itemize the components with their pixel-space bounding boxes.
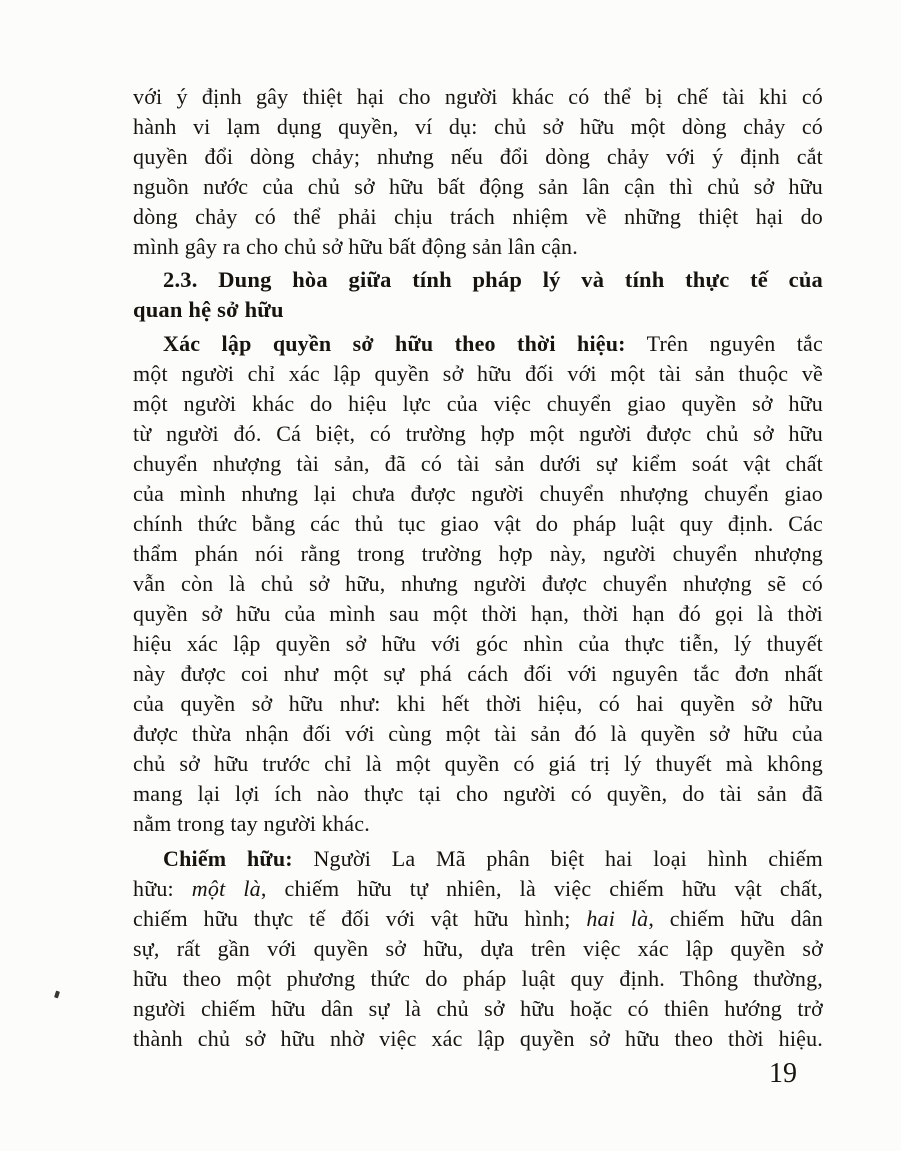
body-text: hữu theo một phương thức do pháp luật quy định. Thông thường, xyxy=(133,966,823,991)
paragraph-xac-lap-line xyxy=(133,509,823,539)
body-text: từ người đó. Cá biệt, có trường hợp một người được chủ sở hữu xyxy=(133,421,823,446)
paragraph-continuation-line xyxy=(133,202,823,232)
body-text: được thừa nhận đối với cùng một tài sản đó là quyền sở hữu của xyxy=(133,721,823,746)
paragraph-xac-lap-line xyxy=(133,809,823,839)
italic-text: hai là xyxy=(586,906,649,931)
paragraph-chiem-huu-line xyxy=(133,874,823,904)
body-text: người chiếm hữu dân sự là chủ sở hữu hoặc có thiên hướng trở xyxy=(133,996,823,1021)
paragraph-chiem-huu-line xyxy=(133,964,823,994)
body-text: mình gây ra cho chủ sở hữu bất động sản lân cận. xyxy=(133,234,578,259)
paragraph-chiem-huu-line xyxy=(133,844,823,874)
paragraph-xac-lap-line xyxy=(133,359,823,389)
body-text: chính thức bằng các thủ tục giao vật do pháp luật quy định. Các xyxy=(133,511,823,536)
body-text: , chiếm hữu tự nhiên, là việc chiếm hữu vật chất, xyxy=(260,876,824,901)
paragraph-xac-lap-line xyxy=(133,449,823,479)
paragraph-xac-lap-line xyxy=(133,539,823,569)
paragraph-xac-lap-line xyxy=(133,779,823,809)
paragraph-xac-lap-line xyxy=(133,629,823,659)
body-text: của mình nhưng lại chưa được người chuyển nhượng chuyển giao xyxy=(133,481,823,506)
body-text: hữu: xyxy=(133,876,192,901)
body-text: của quyền sở hữu như: khi hết thời hiệu, có hai quyền sở hữu xyxy=(133,691,823,716)
paragraph-continuation-line xyxy=(133,112,823,142)
paragraph-xac-lap-line xyxy=(133,659,823,689)
paragraph-xac-lap-line xyxy=(133,419,823,449)
paragraph-chiem-huu-line xyxy=(133,904,823,934)
body-text: một người chỉ xác lập quyền sở hữu đối với một tài sản thuộc về xyxy=(133,361,823,386)
body-text: nguồn nước của chủ sở hữu bất động sản lân cận thì chủ sở hữu xyxy=(133,174,823,199)
paragraph-chiem-huu-line xyxy=(133,934,823,964)
paragraph-continuation-line xyxy=(133,172,823,202)
body-text: chuyển nhượng tài sản, đã có tài sản dưới sự kiểm soát vật chất xyxy=(133,451,823,476)
body-text: nằm trong tay người khác. xyxy=(133,811,370,836)
body-text: thẩm phán nói rằng trong trường hợp này, người chuyển nhượng xyxy=(133,541,823,566)
paragraph-xac-lap-line xyxy=(133,329,823,359)
body-text: chiếm hữu thực tế đối với vật hữu hình; xyxy=(133,906,587,931)
body-text: một người khác do hiệu lực của việc chuyển giao quyền sở hữu xyxy=(133,391,823,416)
paragraph-continuation-line xyxy=(133,82,823,112)
paragraph-xac-lap-line xyxy=(133,479,823,509)
body-text: dòng chảy có thể phải chịu trách nhiệm về những thiệt hại do xyxy=(133,204,823,229)
paragraph-xac-lap-line xyxy=(133,689,823,719)
paragraph-chiem-huu-line xyxy=(133,1024,823,1054)
scan-artifact xyxy=(54,991,60,999)
paragraph-continuation-line xyxy=(133,142,823,172)
body-text: với ý định gây thiệt hại cho người khác có thể bị chế tài khi có xyxy=(133,84,823,109)
body-text: vẫn còn là chủ sở hữu, nhưng người được chuyển nhượng sẽ có xyxy=(133,571,823,596)
body-text: quan hệ sở hữu xyxy=(133,297,284,322)
paragraph-xac-lap-line xyxy=(133,599,823,629)
body-text: Người La Mã phân biệt hai loại hình chiếm xyxy=(292,846,823,871)
body-text: quyền đổi dòng chảy; nhưng nếu đổi dòng chảy với ý định cắt xyxy=(133,144,823,169)
body-text: mang lại lợi ích nào thực tại cho người có quyền, do tài sản đã xyxy=(133,781,823,806)
paragraph-chiem-huu-line xyxy=(133,994,823,1024)
paragraph-xac-lap-line xyxy=(133,719,823,749)
body-text: này được coi như một sự phá cách đối với nguyên tắc đơn nhất xyxy=(133,661,823,686)
body-text: chủ sở hữu trước chỉ là một quyền có giá trị lý thuyết mà không xyxy=(133,751,823,776)
body-text: , chiếm hữu dân xyxy=(648,906,823,931)
section-heading-line xyxy=(133,295,823,325)
page-number: 19 xyxy=(769,1058,797,1089)
body-text: hiệu xác lập quyền sở hữu với góc nhìn của thực tiễn, lý thuyết xyxy=(133,631,823,656)
body-text: thành chủ sở hữu nhờ việc xác lập quyền sở hữu theo thời hiệu. xyxy=(133,1026,823,1051)
paragraph-xac-lap-line xyxy=(133,749,823,779)
body-text: Trên nguyên tắc xyxy=(625,331,823,356)
body-text: 2.3. Dung hòa giữa tính pháp lý và tính thực tế của xyxy=(163,267,823,292)
paragraph-xac-lap-line xyxy=(133,569,823,599)
paragraph-xac-lap-line xyxy=(133,389,823,419)
body-text: sự, rất gần với quyền sở hữu, dựa trên việc xác lập quyền sở xyxy=(133,936,823,961)
body-text: hành vi lạm dụng quyền, ví dụ: chủ sở hữu một dòng chảy có xyxy=(133,114,823,139)
section-heading-line xyxy=(133,265,823,295)
run-in-bold-text: Xác lập quyền sở hữu theo thời hiệu: xyxy=(163,331,626,356)
paragraph-continuation-line xyxy=(133,232,823,262)
run-in-bold-text: Chiếm hữu: xyxy=(163,846,293,871)
body-text: quyền sở hữu của mình sau một thời hạn, thời hạn đó gọi là thời xyxy=(133,601,823,626)
italic-text: một là xyxy=(191,876,261,901)
text-block xyxy=(133,82,823,1054)
